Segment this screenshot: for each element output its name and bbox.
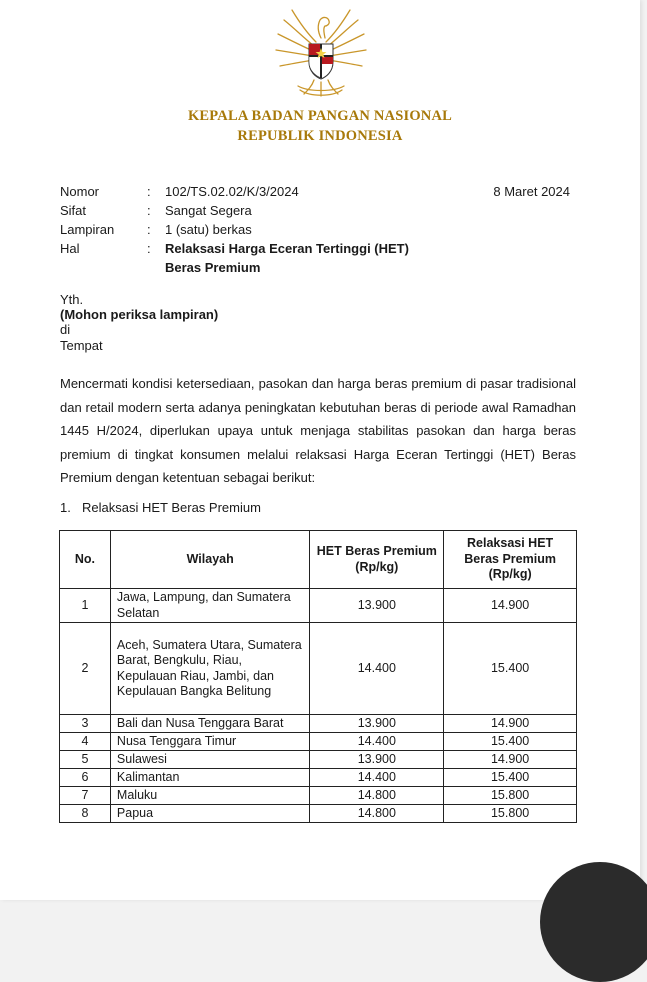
meta-label: Sifat bbox=[60, 203, 87, 218]
table-row bbox=[60, 805, 577, 823]
table-row bbox=[60, 751, 577, 769]
cell-het: 14.400 bbox=[310, 769, 444, 787]
table-row bbox=[60, 733, 577, 751]
cell-relaksasi: 14.900 bbox=[444, 589, 577, 623]
table-row bbox=[60, 623, 577, 715]
meta-row-lampiran bbox=[60, 220, 465, 239]
het-table bbox=[59, 530, 577, 823]
cell-wilayah: Papua bbox=[110, 805, 310, 823]
cell-wilayah: Aceh, Sumatera Utara, Sumatera Barat, Bengkulu, Riau, Kepulauan Riau, Jambi, dan Kepulauan Bangka Belitung bbox=[110, 623, 310, 715]
institution-country: REPUBLIK INDONESIA bbox=[237, 128, 403, 144]
table-row bbox=[60, 769, 577, 787]
cell-wilayah: Kalimantan bbox=[110, 769, 310, 787]
table-header-row bbox=[60, 531, 577, 589]
cell-no: 6 bbox=[60, 769, 111, 787]
meta-value: Sangat Segera bbox=[165, 203, 252, 218]
floating-action-button[interactable] bbox=[540, 862, 647, 982]
table-row bbox=[60, 715, 577, 733]
header-het: HET Beras Premium (Rp/kg) bbox=[310, 531, 444, 589]
cell-no: 3 bbox=[60, 715, 111, 733]
table-row bbox=[60, 589, 577, 623]
cell-wilayah: Jawa, Lampung, dan Sumatera Selatan bbox=[110, 589, 310, 623]
cell-wilayah: Bali dan Nusa Tenggara Barat bbox=[110, 715, 310, 733]
address-yth: Yth. bbox=[60, 292, 84, 307]
header-wilayah: Wilayah bbox=[110, 531, 310, 589]
address-recipient: (Mohon periksa lampiran) bbox=[60, 306, 219, 322]
letter-date: 8 Maret 2024 bbox=[493, 184, 570, 199]
cell-het: 14.400 bbox=[310, 733, 444, 751]
address-place: Tempat bbox=[60, 337, 103, 353]
cell-no: 2 bbox=[60, 623, 111, 715]
meta-value: 1 (satu) berkas bbox=[165, 222, 252, 237]
cell-het: 14.800 bbox=[310, 787, 444, 805]
cell-het: 13.900 bbox=[310, 589, 444, 623]
meta-label: Lampiran bbox=[60, 222, 115, 237]
section-title: Relaksasi HET Beras Premium bbox=[82, 500, 261, 515]
meta-value: 102/TS.02.02/K/3/2024 bbox=[165, 184, 299, 199]
body-paragraph: Mencermati kondisi ketersediaan, pasokan dan harga beras premium di pasar tradisional dan retail modern serta adanya peningkatan kebutuhan beras di periode awal Ramadhan 1445 H/2024, diperlukan upaya untuk menjaga stabilitas pasokan dan harga beras premium di tingkat konsumen melalui relaksasi Harga Eceran Tertinggi (HET) Beras Premium dengan ketentuan sebagai berikut: bbox=[60, 376, 576, 485]
cell-relaksasi: 15.400 bbox=[444, 769, 577, 787]
cell-no: 8 bbox=[60, 805, 111, 823]
cell-relaksasi: 14.900 bbox=[444, 751, 577, 769]
cell-no: 7 bbox=[60, 787, 111, 805]
cell-relaksasi: 15.400 bbox=[444, 623, 577, 715]
header-relaksasi: Relaksasi HET Beras Premium (Rp/kg) bbox=[444, 531, 577, 589]
cell-het: 13.900 bbox=[310, 751, 444, 769]
institution-name: KEPALA BADAN PANGAN NASIONAL bbox=[187, 108, 453, 124]
meta-label: Nomor bbox=[60, 184, 100, 199]
meta-row-nomor bbox=[60, 182, 465, 201]
cell-het: 14.800 bbox=[310, 805, 444, 823]
meta-label: Hal bbox=[60, 241, 80, 256]
garuda-emblem-icon bbox=[268, 2, 374, 102]
cell-relaksasi: 14.900 bbox=[444, 715, 577, 733]
section-heading bbox=[60, 500, 261, 515]
meta-row-hal bbox=[60, 239, 465, 258]
cell-het: 14.400 bbox=[310, 623, 444, 715]
cell-no: 5 bbox=[60, 751, 111, 769]
cell-wilayah: Maluku bbox=[110, 787, 310, 805]
meta-colon: : bbox=[147, 241, 151, 256]
meta-colon: : bbox=[147, 184, 151, 199]
section-number: 1. bbox=[60, 500, 71, 515]
cell-no: 4 bbox=[60, 733, 111, 751]
meta-colon: : bbox=[147, 222, 151, 237]
meta-row-sifat bbox=[60, 201, 465, 220]
cell-wilayah: Nusa Tenggara Timur bbox=[110, 733, 310, 751]
cell-het: 13.900 bbox=[310, 715, 444, 733]
cell-relaksasi: 15.800 bbox=[444, 805, 577, 823]
cell-relaksasi: 15.800 bbox=[444, 787, 577, 805]
cell-wilayah: Sulawesi bbox=[110, 751, 310, 769]
letter-metadata bbox=[60, 182, 465, 277]
meta-row-hal-cont bbox=[60, 258, 465, 277]
table-row bbox=[60, 787, 577, 805]
meta-value: Relaksasi Harga Eceran Tertinggi (HET) bbox=[165, 241, 409, 256]
cell-relaksasi: 15.400 bbox=[444, 733, 577, 751]
address-di: di bbox=[60, 322, 71, 337]
header-no: No. bbox=[60, 531, 111, 589]
meta-value: Beras Premium bbox=[165, 260, 261, 275]
meta-colon: : bbox=[147, 203, 151, 218]
cell-no: 1 bbox=[60, 589, 111, 623]
address-block bbox=[60, 293, 218, 353]
